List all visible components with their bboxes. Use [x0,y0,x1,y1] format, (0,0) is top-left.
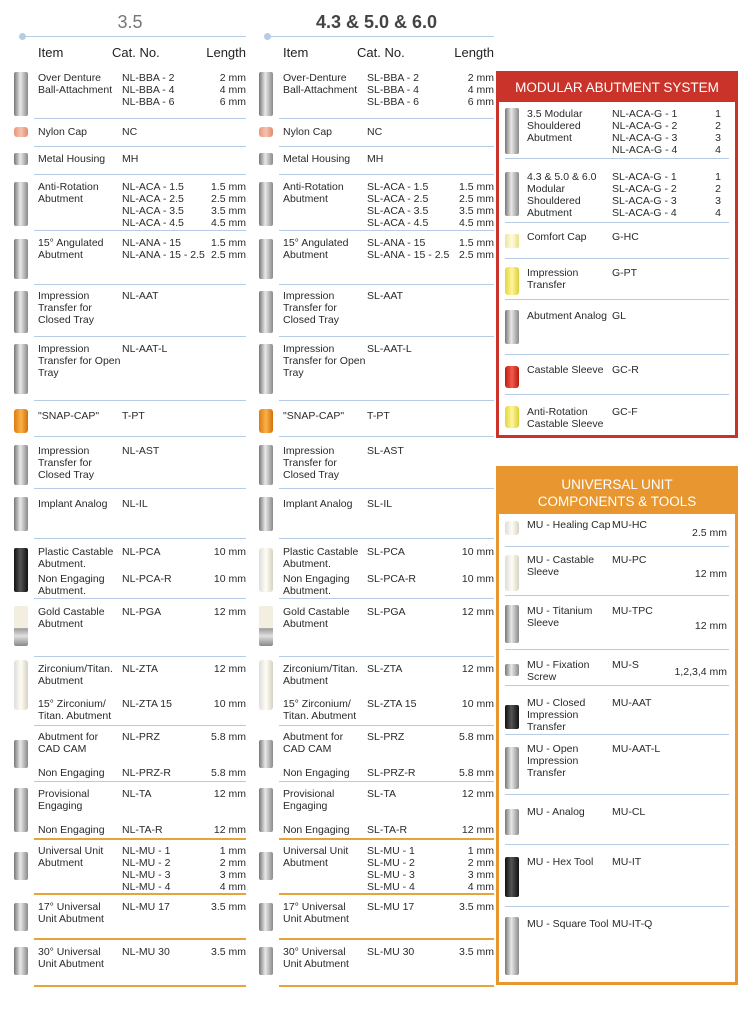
item-name: Plastic Castable Abutment. [283,546,359,570]
impression-transfer-icon [505,267,519,295]
item-name: Zirconium/Titan. Abutment [38,663,113,687]
cat-no: NC [367,126,383,138]
nylon-cap-icon [14,127,28,137]
cat-no: G-HC [612,231,639,243]
item-name: Impression Transfer [527,267,579,291]
row-divider [34,781,246,782]
implant-analog-icon [14,497,28,531]
cat-no: SL-AST [367,445,404,457]
item-name: Impression Transfer for Closed Tray [38,290,95,326]
item-name: Universal Unit Abutment [38,845,104,869]
nylon-cap-icon [259,127,273,137]
item-name: Impression Transfer for Open Tray [38,343,121,379]
cat-no: NL-TA-R [122,824,163,836]
length: 12 mm [694,568,727,580]
item-name: MU - Healing Cap [527,519,611,531]
cat-no: SL-IL [367,498,393,510]
row-divider [505,649,729,650]
castable-sleeve-icon [505,406,519,428]
row-divider [279,336,494,337]
universal-unit-panel [496,466,738,985]
impression-transfer-open-icon [259,344,273,394]
row-divider [279,893,494,895]
item-name: Implant Analog [283,498,353,510]
header-length: Length [454,45,494,60]
modular-abutment-icon [505,172,519,216]
length: 12 mm [461,606,494,618]
length: 12 mm [461,824,494,836]
row-divider [34,725,246,726]
column-title: 4.3 & 5.0 & 6.0 [315,12,438,32]
cad-cam-abutment-icon [259,852,273,880]
zirconium-abutment-icon [14,740,28,768]
item-name: "SNAP-CAP" [283,410,345,422]
item-name: 15° Zirconium/ Titan. Abutment [38,698,112,722]
cat-no: SL-MU 17 [367,901,415,913]
row-divider [505,906,729,907]
zirconium-abutment-icon [259,740,273,768]
item-name: MU - Titanium Sleeve [527,605,593,629]
item-name: Nylon Cap [283,126,333,138]
item-name: 17° Universal Unit Abutment [283,901,349,925]
item-name: Castable Sleeve [527,364,604,376]
modular-abutment-icon [505,108,519,154]
cat-no: NL-ZTA 15 [122,698,172,710]
snap-cap-icon [14,409,28,433]
header-item: Item [283,45,309,60]
cat-no: NL-IL [122,498,148,510]
ball-attachment-icon [259,72,273,116]
comfort-cap-icon [505,234,519,248]
row-divider [34,230,246,231]
cat-no: NL-BBA - 2 NL-BBA - 4 NL-BBA - 6 [122,72,175,108]
row-divider [505,299,729,300]
row-divider [279,725,494,726]
cat-no: SL-ACA - 1.5 SL-ACA - 2.5 SL-ACA - 3.5 SL-ACA - 4.5 [367,181,429,229]
cat-no: SL-ACA-G - 1 SL-ACA-G - 2 SL-ACA-G - 3 SL-ACA-G - 4 [612,171,677,219]
cat-no: NL-MU 30 [122,946,170,958]
cat-no: GL [612,310,627,322]
header-cat: Cat. No. [357,45,405,60]
provisional-abutment-icon [259,947,273,975]
item-name: Plastic Castable Abutment. [38,546,114,570]
item-name: 15° Zirconium/ Titan. Abutment [283,698,357,722]
cat-no: MU-PC [612,554,647,566]
row-divider [505,844,729,845]
row-divider [279,436,494,437]
impression-transfer-closed-icon [259,291,273,333]
length: 1 2 3 4 [715,171,721,219]
cat-no: SL-MU 30 [367,946,415,958]
row-divider [34,938,246,940]
row-divider [279,230,494,231]
cat-no: NL-MU - 1 NL-MU - 2 NL-MU - 3 NL-MU - 4 [122,845,171,893]
cat-no: MU-AAT [612,697,652,709]
cat-no: SL-TA [367,788,396,800]
zirconium-15-abutment-icon [259,788,273,832]
cat-no: NL-MU 17 [122,901,170,913]
length: 10 mm [213,546,246,558]
length: 12 mm [213,788,246,800]
metal-housing-icon [259,153,273,165]
cat-no: NL-AAT [122,290,159,302]
cat-no: SL-TA-R [367,824,408,836]
item-name: MU - Square Tool [527,918,609,930]
item-name: "SNAP-CAP" [38,410,100,422]
column-title: 3.5 [117,12,143,32]
provisional-abutment-icon [14,947,28,975]
row-divider [505,222,729,223]
length: 12 mm [461,788,494,800]
item-name: 30° Universal Unit Abutment [38,946,104,970]
gold-castable-abutment-icon [14,660,28,710]
row-divider [505,794,729,795]
cat-no: NC [122,126,138,138]
item-name: Abutment for CAD CAM [283,731,344,755]
row-divider [505,258,729,259]
hex-tool-icon [505,857,519,897]
anti-rotation-abutment-icon [259,182,273,226]
row-divider [505,394,729,395]
length: 1,2,3,4 mm [674,666,727,678]
item-name: 15° Angulated Abutment [38,237,104,261]
abutment-analog-icon [505,310,519,344]
universal-title [499,469,735,514]
row-divider [279,146,494,147]
length: 5.8 mm [458,731,494,743]
non-engaging-cad-icon [259,903,273,931]
row-divider [279,174,494,175]
row-divider [279,656,494,657]
item-name: Over-Denture Ball-Attachment [283,72,358,96]
length: 2.5 mm [691,527,727,539]
length: 10 mm [461,573,494,585]
cat-no: SL-ANA - 15 SL-ANA - 15 - 2.5 [367,237,450,261]
item-name: Impression Transfer for Closed Tray [38,445,95,481]
non-engaging-abutment-icon [259,606,273,646]
item-name: Anti-Rotation Abutment [38,181,99,205]
cat-no: NL-PCA [122,546,161,558]
row-divider [34,538,246,539]
row-divider [505,734,729,735]
item-name: Metal Housing [283,153,351,165]
item-name: Provisional Engaging [283,788,335,812]
title-line [22,36,246,37]
castable-sleeve-icon [505,366,519,388]
length: 10 mm [213,698,246,710]
row-divider [279,538,494,539]
closed-impression-transfer-icon [505,705,519,729]
impression-transfer-closed-icon [259,445,273,485]
metal-housing-icon [14,153,28,165]
item-name: MU - Analog [527,806,585,818]
row-divider [34,336,246,337]
length: 12 mm [213,663,246,675]
row-divider [279,488,494,489]
item-name: MU - Fixation Screw [527,659,590,683]
plastic-castable-abutment-icon [259,548,273,592]
length: 1.5 mm 2.5 mm 3.5 mm 4.5 mm [210,181,246,229]
length: 1.5 mm 2.5 mm [210,237,246,261]
item-name: Non Engaging [38,824,105,836]
angulated-abutment-icon [259,239,273,279]
item-name: Provisional Engaging [38,788,90,812]
row-divider [505,595,729,596]
item-name: MU - Closed Impression Transfer [527,697,586,733]
castable-sleeve-icon [505,555,519,591]
cat-no: SL-MU - 1 SL-MU - 2 SL-MU - 3 SL-MU - 4 [367,845,415,893]
item-name: 30° Universal Unit Abutment [283,946,349,970]
cat-no: SL-PRZ [367,731,405,743]
ball-attachment-icon [14,72,28,116]
length: 3.5 mm [210,946,246,958]
row-divider [34,656,246,657]
cat-no: MU-IT [612,856,642,868]
row-divider [279,400,494,401]
cat-no: SL-AAT [367,290,403,302]
cat-no: SL-PRZ-R [367,767,416,779]
fixation-screw-icon [505,664,519,676]
cat-no: SL-AAT-L [367,343,412,355]
row-divider [34,488,246,489]
impression-transfer-open-icon [14,344,28,394]
item-name: MU - Castable Sleeve [527,554,595,578]
impression-transfer-closed-icon [14,445,28,485]
cat-no: SL-PCA [367,546,405,558]
healing-cap-icon [505,521,519,535]
row-divider [279,985,494,987]
row-divider [34,146,246,147]
item-name: Zirconium/Titan. Abutment [283,663,358,687]
modular-abutment-panel [496,71,738,438]
cad-cam-abutment-icon [14,852,28,880]
cat-no: NL-ANA - 15 NL-ANA - 15 - 2.5 [122,237,205,261]
cat-no: SL-PCA-R [367,573,417,585]
item-name: Over Denture Ball-Attachment [38,72,113,96]
item-name: Universal Unit Abutment [283,845,349,869]
item-name: Impression Transfer for Closed Tray [283,445,340,481]
length: 2 mm 4 mm 6 mm [467,72,494,108]
universal-title-line2: COMPONENTS & TOOLS [537,494,697,509]
cat-no: NL-ZTA [122,663,158,675]
cat-no: NL-PGA [122,606,162,618]
length: 3.5 mm [458,946,494,958]
analog-icon [505,809,519,835]
row-divider [505,685,729,686]
item-name: Impression Transfer for Open Tray [283,343,366,379]
item-name: Abutment Analog [527,310,607,322]
title-line [267,36,494,37]
length: 10 mm [213,573,246,585]
header-cat: Cat. No. [112,45,160,60]
row-divider [34,284,246,285]
cat-no: SL-ZTA 15 [367,698,417,710]
item-name: Implant Analog [38,498,108,510]
length: 12 mm [694,620,727,632]
item-name: Non Engaging [283,767,350,779]
item-name: Metal Housing [38,153,106,165]
cat-no: MU-CL [612,806,646,818]
cat-no: MU-S [612,659,639,671]
cat-no: NL-TA [122,788,152,800]
non-engaging-abutment-icon [14,606,28,646]
row-divider [34,893,246,895]
header-item: Item [38,45,64,60]
modular-title: MODULAR ABUTMENT SYSTEM [499,74,735,102]
length: 5.8 mm [458,767,494,779]
item-name: 15° Angulated Abutment [283,237,349,261]
item-name: Anti-Rotation Abutment [283,181,344,205]
length: 1 mm 2 mm 3 mm 4 mm [219,845,246,893]
length: 1.5 mm 2.5 mm 3.5 mm 4.5 mm [458,181,494,229]
cat-no: NL-PRZ-R [122,767,171,779]
cat-no: T-PT [122,410,145,422]
length: 3.5 mm [210,901,246,913]
cat-no: NL-ACA-G - 1 NL-ACA-G - 2 NL-ACA-G - 3 NL-ACA-G - 4 [612,108,678,156]
item-name: Anti-Rotation Castable Sleeve [527,406,604,430]
length: 10 mm [461,698,494,710]
square-tool-icon [505,917,519,975]
impression-transfer-closed-icon [14,291,28,333]
length: 12 mm [461,663,494,675]
item-name: Impression Transfer for Closed Tray [283,290,340,326]
zirconium-15-abutment-icon [14,788,28,832]
item-name: 17° Universal Unit Abutment [38,901,104,925]
cat-no: MU-AAT-L [612,743,661,755]
angulated-abutment-icon [14,239,28,279]
row-divider [34,598,246,599]
row-divider [34,174,246,175]
cat-no: NL-AAT-L [122,343,168,355]
item-name: Abutment for CAD CAM [38,731,99,755]
titanium-sleeve-icon [505,605,519,643]
length: 1.5 mm 2.5 mm [458,237,494,261]
row-divider [34,436,246,437]
item-name: 3.5 Modular Shouldered Abutment [527,108,583,144]
row-divider [505,354,729,355]
row-divider [34,838,246,840]
item-name: Nylon Cap [38,126,88,138]
row-divider [34,118,246,119]
cat-no: MU-TPC [612,605,653,617]
row-divider [279,838,494,840]
cat-no: MH [367,153,384,165]
item-name: Non Engaging Abutment. [283,573,350,597]
row-divider [279,598,494,599]
row-divider [34,400,246,401]
open-impression-transfer-icon [505,747,519,789]
gold-castable-abutment-icon [259,660,273,710]
cat-no: GC-R [612,364,639,376]
row-divider [279,118,494,119]
cat-no: GC-F [612,406,638,418]
snap-cap-icon [259,409,273,433]
item-name: Non Engaging Abutment. [38,573,105,597]
non-engaging-cad-icon [14,903,28,931]
cat-no: SL-ZTA [367,663,403,675]
item-name: Non Engaging [283,824,350,836]
row-divider [505,546,729,547]
header-length: Length [206,45,246,60]
item-name: Gold Castable Abutment [38,606,105,630]
row-divider [279,938,494,940]
row-divider [34,985,246,987]
cat-no: G-PT [612,267,638,279]
cat-no: NL-ACA - 1.5 NL-ACA - 2.5 NL-ACA - 3.5 NL-ACA - 4.5 [122,181,184,229]
cat-no: NL-PCA-R [122,573,172,585]
length: 10 mm [461,546,494,558]
plastic-castable-abutment-icon [14,548,28,592]
length: 5.8 mm [210,731,246,743]
anti-rotation-abutment-icon [14,182,28,226]
item-name: Gold Castable Abutment [283,606,350,630]
implant-analog-icon [259,497,273,531]
length: 12 mm [213,606,246,618]
item-name: MU - Open Impression Transfer [527,743,579,779]
length: 2 mm 4 mm 6 mm [219,72,246,108]
cat-no: NL-AST [122,445,160,457]
item-name: 4.3 & 5.0 & 6.0 Modular Shouldered Abutment [527,171,597,219]
cat-no: SL-PGA [367,606,406,618]
row-divider [279,284,494,285]
item-name: MU - Hex Tool [527,856,594,868]
cat-no: MU-IT-Q [612,918,653,930]
item-name: Comfort Cap [527,231,587,243]
cat-no: MH [122,153,139,165]
item-name: Non Engaging [38,767,105,779]
length: 12 mm [213,824,246,836]
cat-no: MU-HC [612,519,647,531]
row-divider [279,781,494,782]
length: 1 2 3 4 [715,108,721,156]
universal-title-line1: UNIVERSAL UNIT [561,477,673,492]
length: 5.8 mm [210,767,246,779]
cat-no: SL-BBA - 2 SL-BBA - 4 SL-BBA - 6 [367,72,419,108]
cat-no: NL-PRZ [122,731,160,743]
length: 3.5 mm [458,901,494,913]
row-divider [505,158,729,159]
cat-no: T-PT [367,410,390,422]
length: 1 mm 2 mm 3 mm 4 mm [467,845,494,893]
